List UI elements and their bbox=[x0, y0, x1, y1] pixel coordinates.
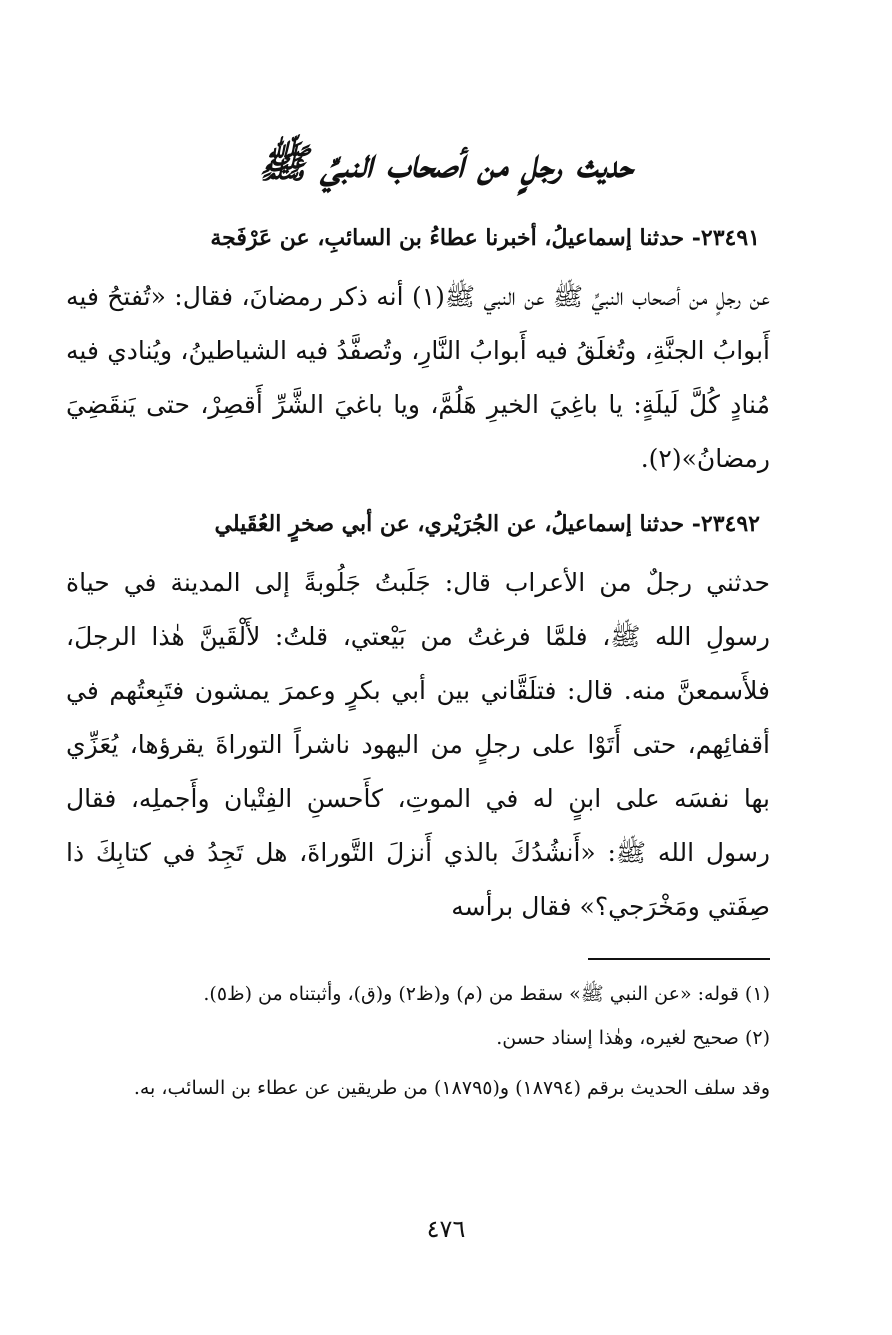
hadith-heading: ٢٣٤٩١- حدثنا إسماعيلُ، أخبرنا عطاءُ بن السائبِ، عن عَرْفَجة bbox=[210, 225, 760, 251]
chapter-title: حديث رجلٍ من أصحاب النبيِّ ﷺ bbox=[258, 140, 634, 187]
page-number: ٤٧٦ bbox=[426, 1215, 466, 1243]
hadith-text: حدثني رجلٌ من الأعراب قال: جَلَبتُ جَلُوبةً إلى المدينة في حياة رسولِ الله ﷺ، فلمَّا فرغتُ من بَيْعتي، قلتُ: لأَلْقَينَّ هٰذا الرجلَ، فلأَسمعنَّ منه. قال: فتلَقَّاني بين أبي بكرٍ وعمرَ يمشون فتَبِعتُهم في أقفائِهم، حتى أَتَوْا على رجلٍ من اليهود ناشراً التوراةَ يقرؤها، يُعَزِّي بها نفسَه على ابنٍ له في الموتِ، كأَحسنِ الفِتْيان وأَجملِه، فقال رسول الله ﷺ: «أَنشُدُكَ بالذي أَنزلَ التَّوراةَ، هل تَجِدُ في كتابِكَ ذا صِفَتي ومَخْرَجي؟» فقال برأسه bbox=[66, 568, 770, 921]
footnote: (١) قوله: «عن النبي ﷺ» سقط من (م) و(ظ٢) و(ق)، وأثبتناه من (ظ٥). bbox=[203, 983, 770, 1005]
footnote: (٢) صحيح لغيره، وهٰذا إسناد حسن. bbox=[496, 1027, 770, 1049]
footnote: وقد سلف الحديث برقم (١٨٧٩٤) و(١٨٧٩٥) من طريقين عن عطاء بن السائب، به. bbox=[133, 1077, 770, 1099]
hadith-text: عن رجلٍ من أصحاب النبيِّ ﷺ عن النبي ﷺ(١) أنه ذكر رمضانَ، فقال: «تُفتحُ فيه أَبوابُ الجنَّةِ، وتُغلَقُ فيه أَبوابُ النَّارِ، وتُصفَّدُ فيه الشياطينُ، ويُنادي فيه مُنادٍ كُلَّ لَيلَةٍ: يا باغِيَ الخيرِ هَلُمَّ، ويا باغيَ الشَّرِّ أَقصِرْ، حتى يَنقَضِيَ رمضانُ»(٢). bbox=[66, 282, 770, 473]
hadith-heading: ٢٣٤٩٢- حدثنا إسماعيلُ، عن الجُرَيْري، عن أبي صخرٍ العُقَيلي bbox=[214, 511, 760, 537]
footnote-divider bbox=[588, 958, 770, 960]
